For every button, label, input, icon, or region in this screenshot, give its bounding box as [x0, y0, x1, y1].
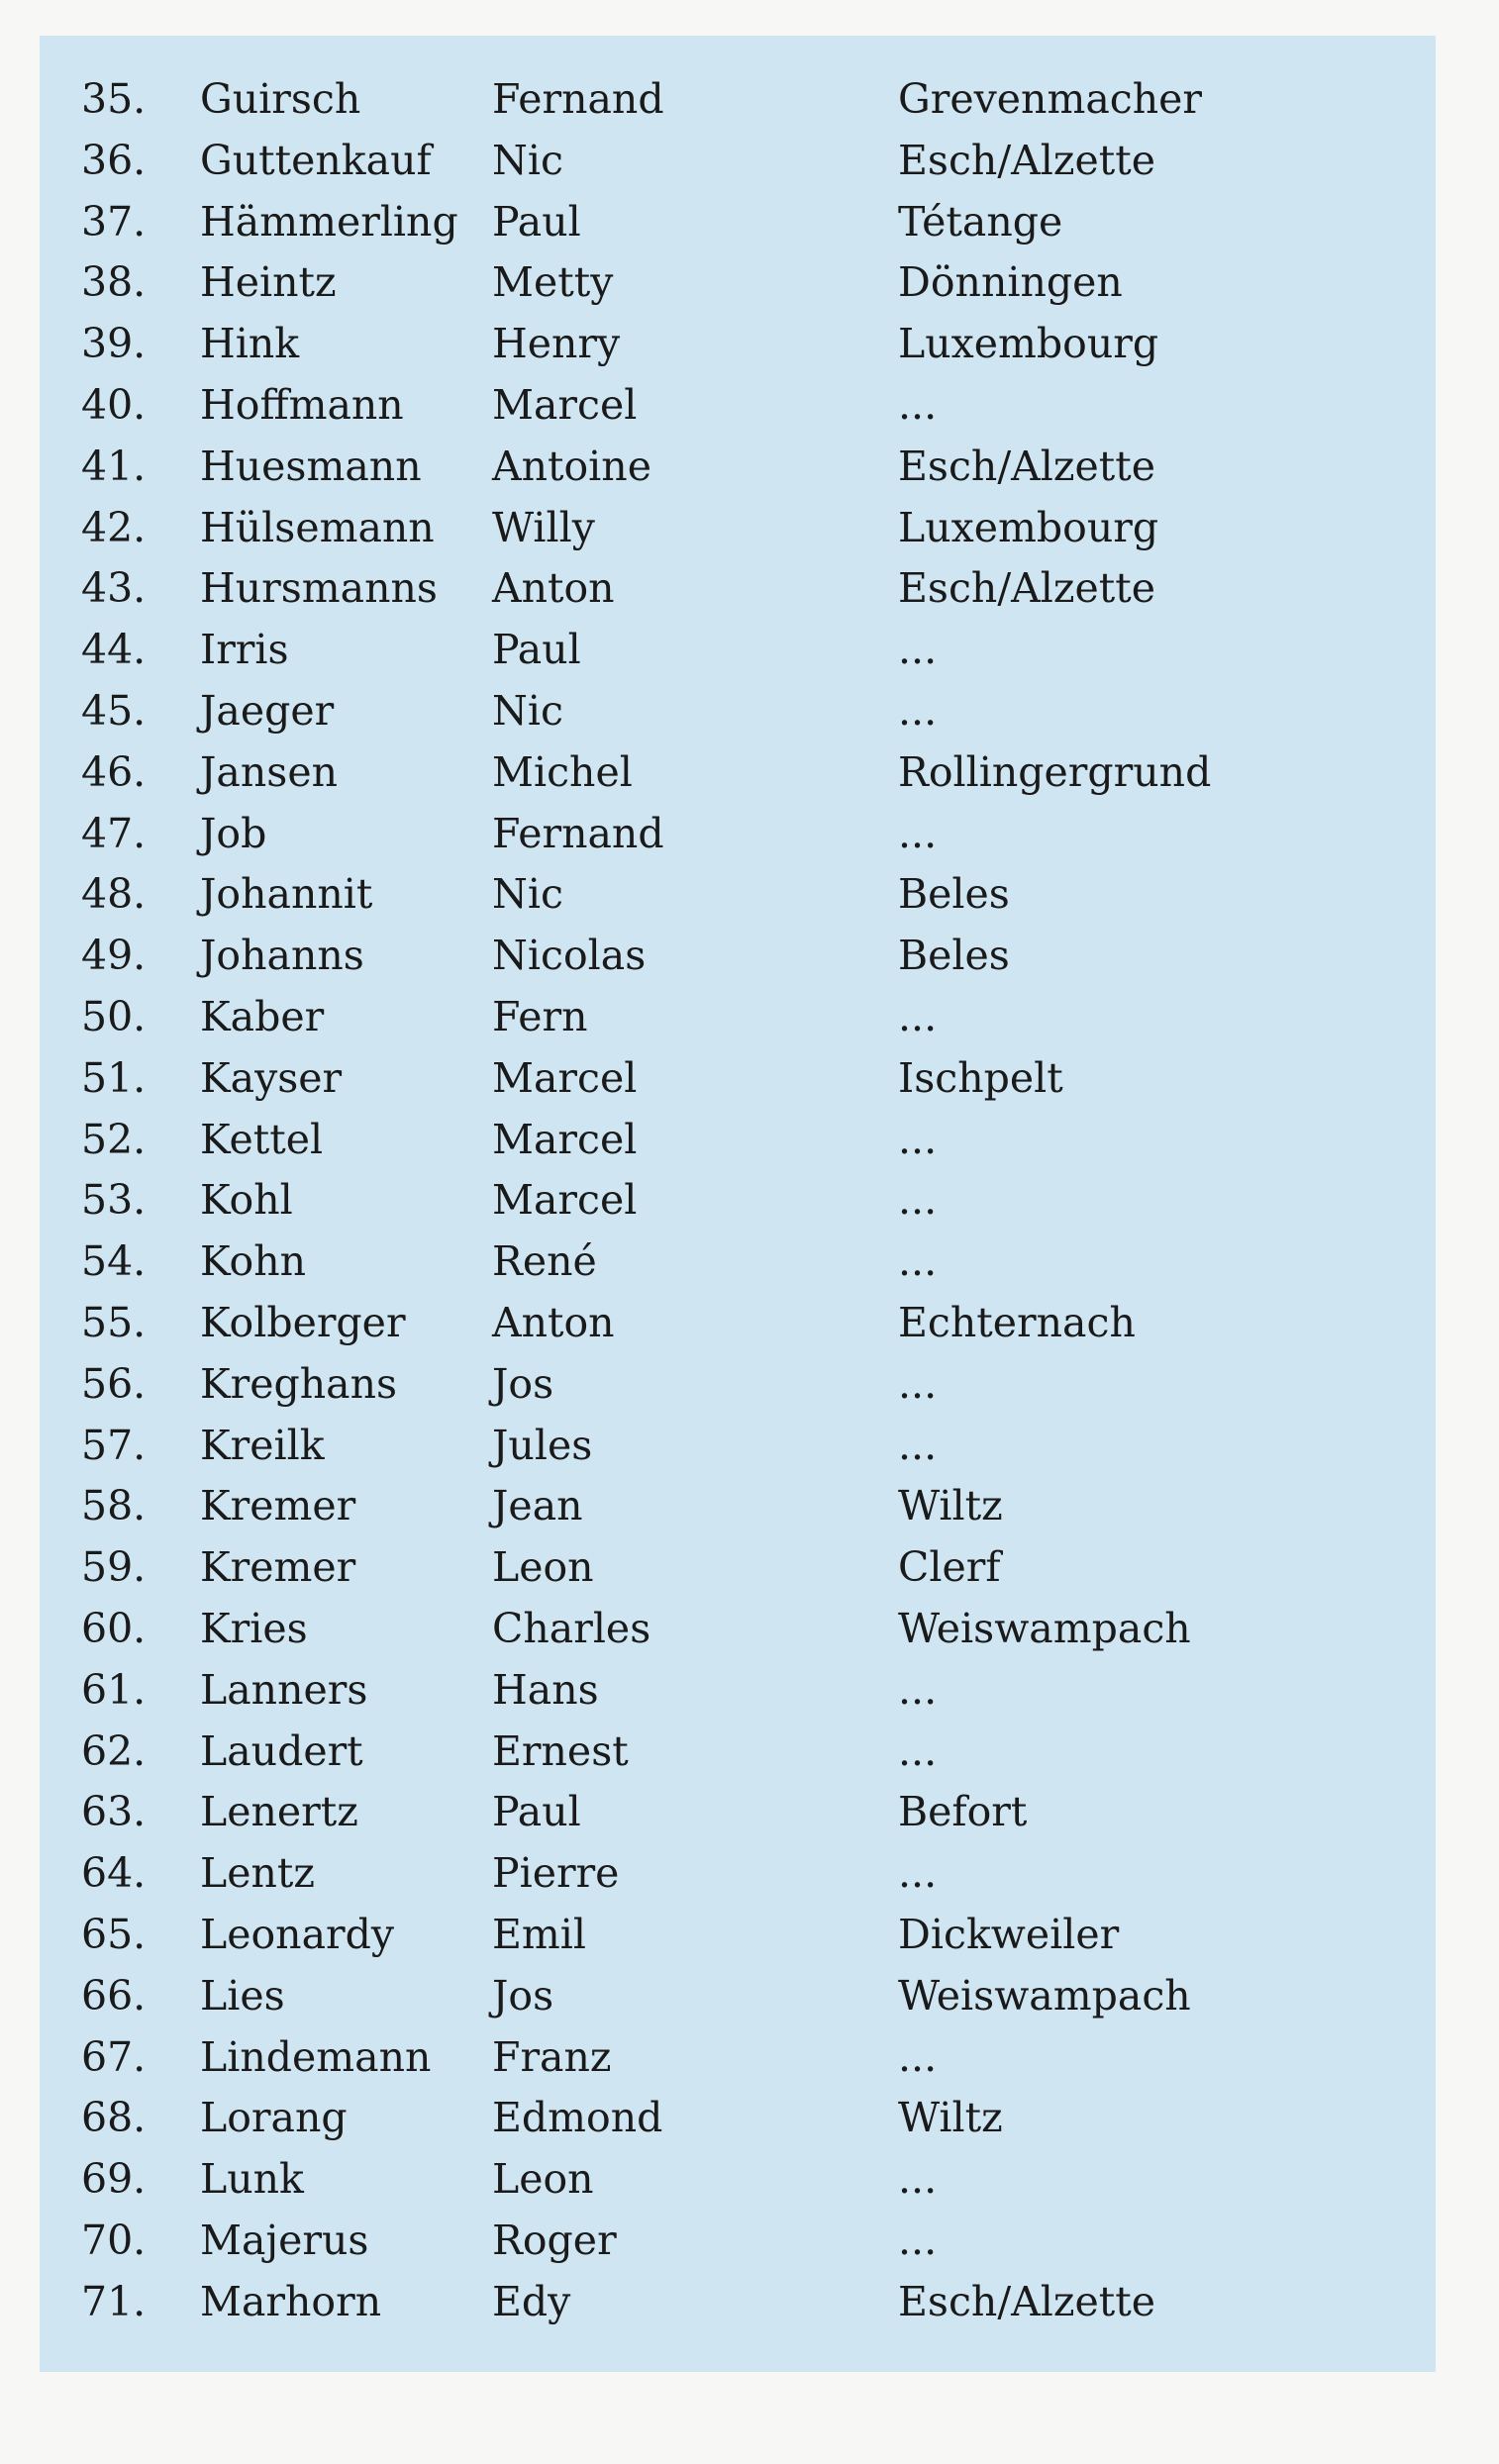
entry-place: Beles [898, 870, 1010, 919]
entry-place: ... [898, 1176, 938, 1225]
entry-number: 37. [81, 197, 147, 246]
entry-surname: Kremer [200, 1482, 356, 1530]
entry-surname: Heintz [200, 258, 337, 307]
entry-number: 50. [81, 992, 147, 1040]
entry-place: Luxembourg [898, 503, 1159, 551]
entry-first-name: René [492, 1237, 597, 1286]
entry-surname: Kohn [200, 1237, 307, 1286]
entry-surname: Marhorn [200, 2277, 382, 2325]
entry-place: Befort [898, 1788, 1028, 1836]
entry-surname: Hink [200, 320, 300, 368]
list-item [40, 1360, 1436, 1422]
list-item [40, 1666, 1436, 1727]
entry-first-name: Marcel [492, 380, 638, 429]
entry-number: 64. [81, 1849, 147, 1898]
list-item [40, 1605, 1436, 1666]
entry-first-name: Marcel [492, 1053, 638, 1102]
entry-surname: Kaber [200, 992, 325, 1040]
entry-place: ... [898, 2216, 938, 2264]
entry-place: ... [898, 1237, 938, 1286]
entry-place: Esch/Alzette [898, 136, 1155, 184]
list-item [40, 626, 1436, 687]
entry-surname: Johannit [200, 870, 373, 919]
list-item [40, 75, 1436, 137]
entry-number: 43. [81, 564, 147, 613]
entry-first-name: Roger [492, 2216, 617, 2264]
list-item [40, 687, 1436, 748]
entry-place: Dönningen [898, 258, 1123, 307]
list-item [40, 2155, 1436, 2217]
entry-surname: Kreghans [200, 1359, 398, 1408]
entry-number: 63. [81, 1788, 147, 1836]
entry-first-name: Ernest [492, 1726, 629, 1775]
list-item [40, 1422, 1436, 1483]
list-item [40, 1543, 1436, 1605]
entry-place: Esch/Alzette [898, 442, 1155, 490]
entry-place: Grevenmacher [898, 75, 1202, 123]
entry-number: 69. [81, 2155, 147, 2204]
entry-first-name: Pierre [492, 1849, 620, 1898]
entry-place: ... [898, 2032, 938, 2081]
entry-first-name: Emil [492, 1910, 587, 1958]
entry-surname: Lies [200, 1971, 285, 2020]
entry-place: ... [898, 992, 938, 1040]
entry-surname: Kohl [200, 1176, 293, 1225]
entry-first-name: Paul [492, 197, 581, 246]
entry-first-name: Franz [492, 2032, 612, 2081]
entry-number: 38. [81, 258, 147, 307]
entry-place: Esch/Alzette [898, 2277, 1155, 2325]
entry-surname: Guttenkauf [200, 136, 432, 184]
entry-first-name: Marcel [492, 1176, 638, 1225]
list-item [40, 810, 1436, 871]
list-item [40, 1788, 1436, 1849]
entry-surname: Jansen [200, 747, 338, 796]
entry-first-name: Anton [492, 564, 615, 613]
entry-place: ... [898, 2155, 938, 2204]
list-item [40, 1237, 1436, 1299]
list-item [40, 1727, 1436, 1789]
entry-surname: Lindemann [200, 2032, 432, 2081]
list-item [40, 993, 1436, 1054]
entry-number: 66. [81, 1971, 147, 2020]
list-item [40, 1176, 1436, 1237]
entry-number: 55. [81, 1298, 147, 1346]
entry-number: 57. [81, 1421, 147, 1469]
entry-surname: Johanns [200, 932, 364, 980]
list-item [40, 2033, 1436, 2095]
list-item [40, 1116, 1436, 1177]
entry-first-name: Fernand [492, 809, 664, 857]
entry-surname: Lentz [200, 1849, 315, 1898]
entry-number: 49. [81, 932, 147, 980]
list-item [40, 932, 1436, 993]
list-item [40, 1299, 1436, 1360]
entry-place: Ischpelt [898, 1053, 1063, 1102]
entry-first-name: Edmond [492, 2094, 663, 2142]
entry-surname: Laudert [200, 1726, 363, 1775]
entry-number: 52. [81, 1115, 147, 1163]
entry-number: 68. [81, 2094, 147, 2142]
list-item [40, 443, 1436, 504]
entry-number: 40. [81, 380, 147, 429]
entry-number: 47. [81, 809, 147, 857]
entry-number: 53. [81, 1176, 147, 1225]
name-list-panel [40, 36, 1436, 2372]
entry-first-name: Henry [492, 320, 621, 368]
entry-number: 56. [81, 1359, 147, 1408]
entry-first-name: Jean [492, 1482, 583, 1530]
entry-first-name: Leon [492, 1543, 594, 1592]
entry-surname: Job [200, 809, 267, 857]
entry-place: Weiswampach [898, 1971, 1191, 2020]
entry-number: 41. [81, 442, 147, 490]
list-item [40, 1054, 1436, 1116]
entry-surname: Irris [200, 626, 289, 674]
name-list [40, 75, 1436, 2338]
entry-first-name: Nic [492, 870, 563, 919]
entry-number: 51. [81, 1053, 147, 1102]
entry-number: 61. [81, 1665, 147, 1714]
entry-number: 65. [81, 1910, 147, 1958]
entry-first-name: Nic [492, 136, 563, 184]
entry-first-name: Paul [492, 626, 581, 674]
entry-place: ... [898, 686, 938, 735]
list-item [40, 137, 1436, 198]
list-item [40, 1482, 1436, 1543]
list-item [40, 564, 1436, 626]
entry-number: 35. [81, 75, 147, 123]
entry-first-name: Marcel [492, 1115, 638, 1163]
entry-surname: Kayser [200, 1053, 343, 1102]
entry-number: 45. [81, 686, 147, 735]
entry-number: 46. [81, 747, 147, 796]
entry-first-name: Metty [492, 258, 614, 307]
list-item [40, 198, 1436, 259]
entry-place: Echternach [898, 1298, 1136, 1346]
entry-number: 62. [81, 1726, 147, 1775]
entry-place: Wiltz [898, 1482, 1003, 1530]
entry-first-name: Leon [492, 2155, 594, 2204]
entry-surname: Huesmann [200, 442, 422, 490]
list-item [40, 504, 1436, 565]
entry-number: 71. [81, 2277, 147, 2325]
entry-first-name: Jos [492, 1359, 554, 1408]
entry-place: Clerf [898, 1543, 1001, 1592]
entry-number: 42. [81, 503, 147, 551]
entry-surname: Hämmerling [200, 197, 458, 246]
entry-number: 59. [81, 1543, 147, 1592]
entry-place: ... [898, 809, 938, 857]
entry-first-name: Jules [492, 1421, 593, 1469]
entry-place: Dickweiler [898, 1910, 1120, 1958]
entry-first-name: Antoine [492, 442, 651, 490]
entry-first-name: Paul [492, 1788, 581, 1836]
entry-surname: Kries [200, 1604, 308, 1652]
entry-place: ... [898, 1359, 938, 1408]
entry-surname: Lorang [200, 2094, 348, 2142]
entry-first-name: Anton [492, 1298, 615, 1346]
entry-place: ... [898, 1726, 938, 1775]
list-item [40, 320, 1436, 381]
entry-first-name: Fernand [492, 75, 664, 123]
entry-place: ... [898, 1665, 938, 1714]
entry-first-name: Willy [492, 503, 595, 551]
entry-surname: Hoffmann [200, 380, 404, 429]
entry-first-name: Nicolas [492, 932, 647, 980]
entry-surname: Kettel [200, 1115, 324, 1163]
list-item [40, 2094, 1436, 2155]
entry-number: 54. [81, 1237, 147, 1286]
entry-surname: Kremer [200, 1543, 356, 1592]
entry-surname: Leonardy [200, 1910, 395, 1958]
list-item [40, 870, 1436, 932]
entry-surname: Hursmanns [200, 564, 438, 613]
entry-number: 70. [81, 2216, 147, 2264]
entry-number: 44. [81, 626, 147, 674]
entry-place: ... [898, 380, 938, 429]
entry-place: ... [898, 626, 938, 674]
list-item [40, 381, 1436, 443]
entry-surname: Majerus [200, 2216, 369, 2264]
entry-number: 67. [81, 2032, 147, 2081]
entry-first-name: Charles [492, 1604, 651, 1652]
list-item [40, 2278, 1436, 2339]
list-item [40, 258, 1436, 320]
entry-surname: Lanners [200, 1665, 368, 1714]
entry-surname: Kolberger [200, 1298, 406, 1346]
entry-place: Rollingergrund [898, 747, 1212, 796]
entry-number: 58. [81, 1482, 147, 1530]
entry-first-name: Edy [492, 2277, 571, 2325]
entry-surname: Kreilk [200, 1421, 325, 1469]
entry-surname: Lunk [200, 2155, 304, 2204]
entry-first-name: Nic [492, 686, 563, 735]
entry-place: Wiltz [898, 2094, 1003, 2142]
entry-number: 48. [81, 870, 147, 919]
entry-place: ... [898, 1115, 938, 1163]
entry-place: Esch/Alzette [898, 564, 1155, 613]
list-item [40, 1911, 1436, 1972]
entry-first-name: Hans [492, 1665, 599, 1714]
list-item [40, 748, 1436, 810]
entry-place: Luxembourg [898, 320, 1159, 368]
list-item [40, 1972, 1436, 2033]
entry-first-name: Jos [492, 1971, 554, 2020]
entry-number: 39. [81, 320, 147, 368]
entry-surname: Lenertz [200, 1788, 358, 1836]
entry-first-name: Michel [492, 747, 633, 796]
entry-place: ... [898, 1421, 938, 1469]
entry-surname: Guirsch [200, 75, 361, 123]
entry-number: 36. [81, 136, 147, 184]
entry-place: ... [898, 1849, 938, 1898]
list-item [40, 1849, 1436, 1911]
list-item [40, 2217, 1436, 2278]
entry-number: 60. [81, 1604, 147, 1652]
entry-place: Weiswampach [898, 1604, 1191, 1652]
entry-surname: Hülsemann [200, 503, 435, 551]
entry-first-name: Fern [492, 992, 588, 1040]
entry-place: Beles [898, 932, 1010, 980]
entry-place: Tétange [898, 197, 1063, 246]
entry-surname: Jaeger [200, 686, 335, 735]
